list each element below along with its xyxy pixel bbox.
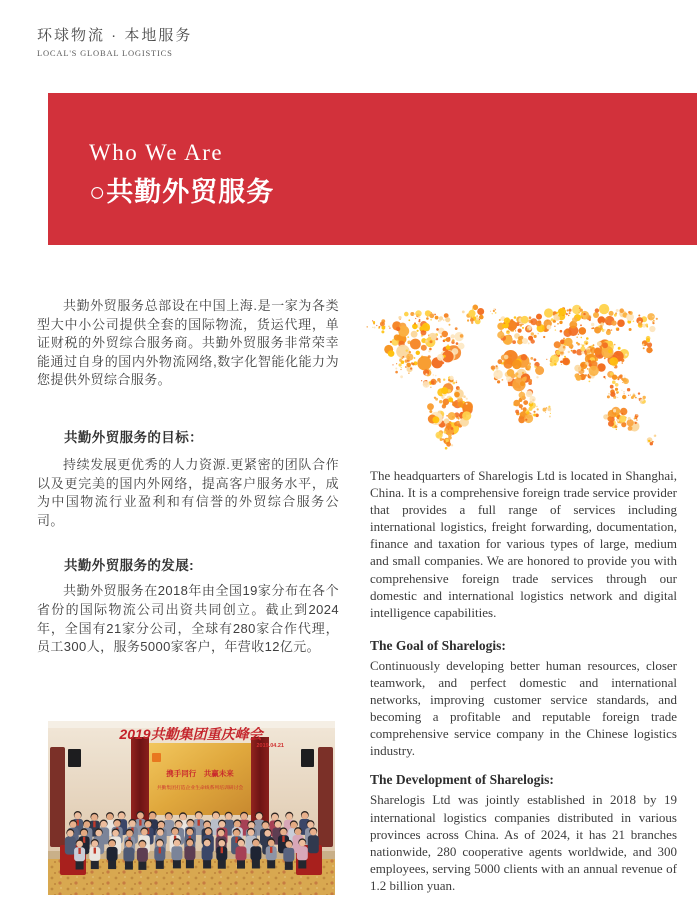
chinese-goal-heading: 共勤外贸服务的目标： [64, 429, 203, 445]
photo-right-door [318, 747, 333, 847]
english-goal-heading: The Goal of Sharelogis: [370, 637, 506, 653]
chinese-goal-paragraph: 持续发展更优秀的人力资源.更紧密的团队合作以及更完美的国内外网络，提高客户服务水平，成为中国物流行业盈利和有信誉的外贸综合服务公司。 [37, 456, 339, 528]
english-intro-paragraph: The headquarters of Sharelogis Ltd is located in Shanghai, China. It is a comprehensive foreign trade service provider that provides a full range of services including international logistics, freight forwarding, documentation, finance and taxation for various types of large, medium and small companies. We are honored to provide you with comprehensive foreign trade services through our domestic and international logistics network and digital intelligence capabilities. [370, 468, 677, 620]
world-map-illustration [365, 288, 695, 460]
section-banner [48, 93, 697, 245]
photo-logo-mark [152, 753, 161, 762]
photo-title-text: 2019共勤集团重庆峰会 [119, 725, 263, 742]
chinese-development-heading: 共勤外贸服务的发展: [64, 558, 194, 574]
brand-header [37, 24, 192, 58]
photo-left-curtain [131, 737, 149, 823]
chinese-intro-paragraph: 共勤外贸服务总部设在中国上海.是一家为各类型大中小公司提供全套的国际物流，货运代理，单证财税的外贸综合服务商。共勤外贸服务非常荣幸能通过自身的国内外物流网络,数字化智能化能力为您提供外贸综合服务。 [37, 298, 339, 388]
photo-left-door [50, 747, 65, 847]
brand-line-english: LOCAL'S GLOBAL LOGISTICS [37, 48, 173, 58]
english-column [370, 288, 677, 894]
photo-date-text: 2019.04.21 [256, 742, 284, 749]
english-development-heading: The Development of Sharelogis: [370, 772, 554, 788]
chinese-development-paragraph: 共勤外贸服务在2018年由全国19家分布在各个省份的国际物流公司出资共同创立。截止到2024年，全国有21家分公司，全球有280家合作代理，员工300人，服务5000家客户，年营收12亿元。 [37, 583, 339, 655]
brand-line-chinese: 环球物流 · 本地服务 [37, 27, 193, 44]
photo-right-curtain [251, 737, 269, 823]
english-development-paragraph: Sharelogis Ltd was jointly established in 2018 by 19 international logistics companies distributed in various provinces across China. As of 2024, it has 21 branches nationwide, 280 cooperative agents worldwide, and 300 employees, serving 5000 clients with an annual revenue of 1.2 billion yuan. [370, 792, 677, 893]
photo-left-speaker [68, 749, 81, 767]
chinese-column [37, 297, 339, 895]
banner-subtitle: Who We Are [89, 140, 224, 165]
photo-right-speaker [301, 749, 314, 767]
banner-title: ○共勤外贸服务 [89, 177, 275, 207]
world-map-dots [365, 288, 695, 460]
group-photo-illustration [48, 721, 335, 895]
photo-gold-screen [149, 743, 251, 815]
group-photo [48, 721, 335, 895]
english-goal-paragraph: Continuously developing better human resources, closer teamwork, and perfect domestic and international networks, improving customer service standards, and becoming a profitable and reputable foreign trade comprehensive service company in the Chinese logistics industry. [370, 657, 677, 759]
photo-subline-text: 共勤集团打造企业生命线系列培训研讨会 [156, 785, 244, 791]
photo-slogan-text: 携手同行 共赢未来 [166, 768, 234, 778]
